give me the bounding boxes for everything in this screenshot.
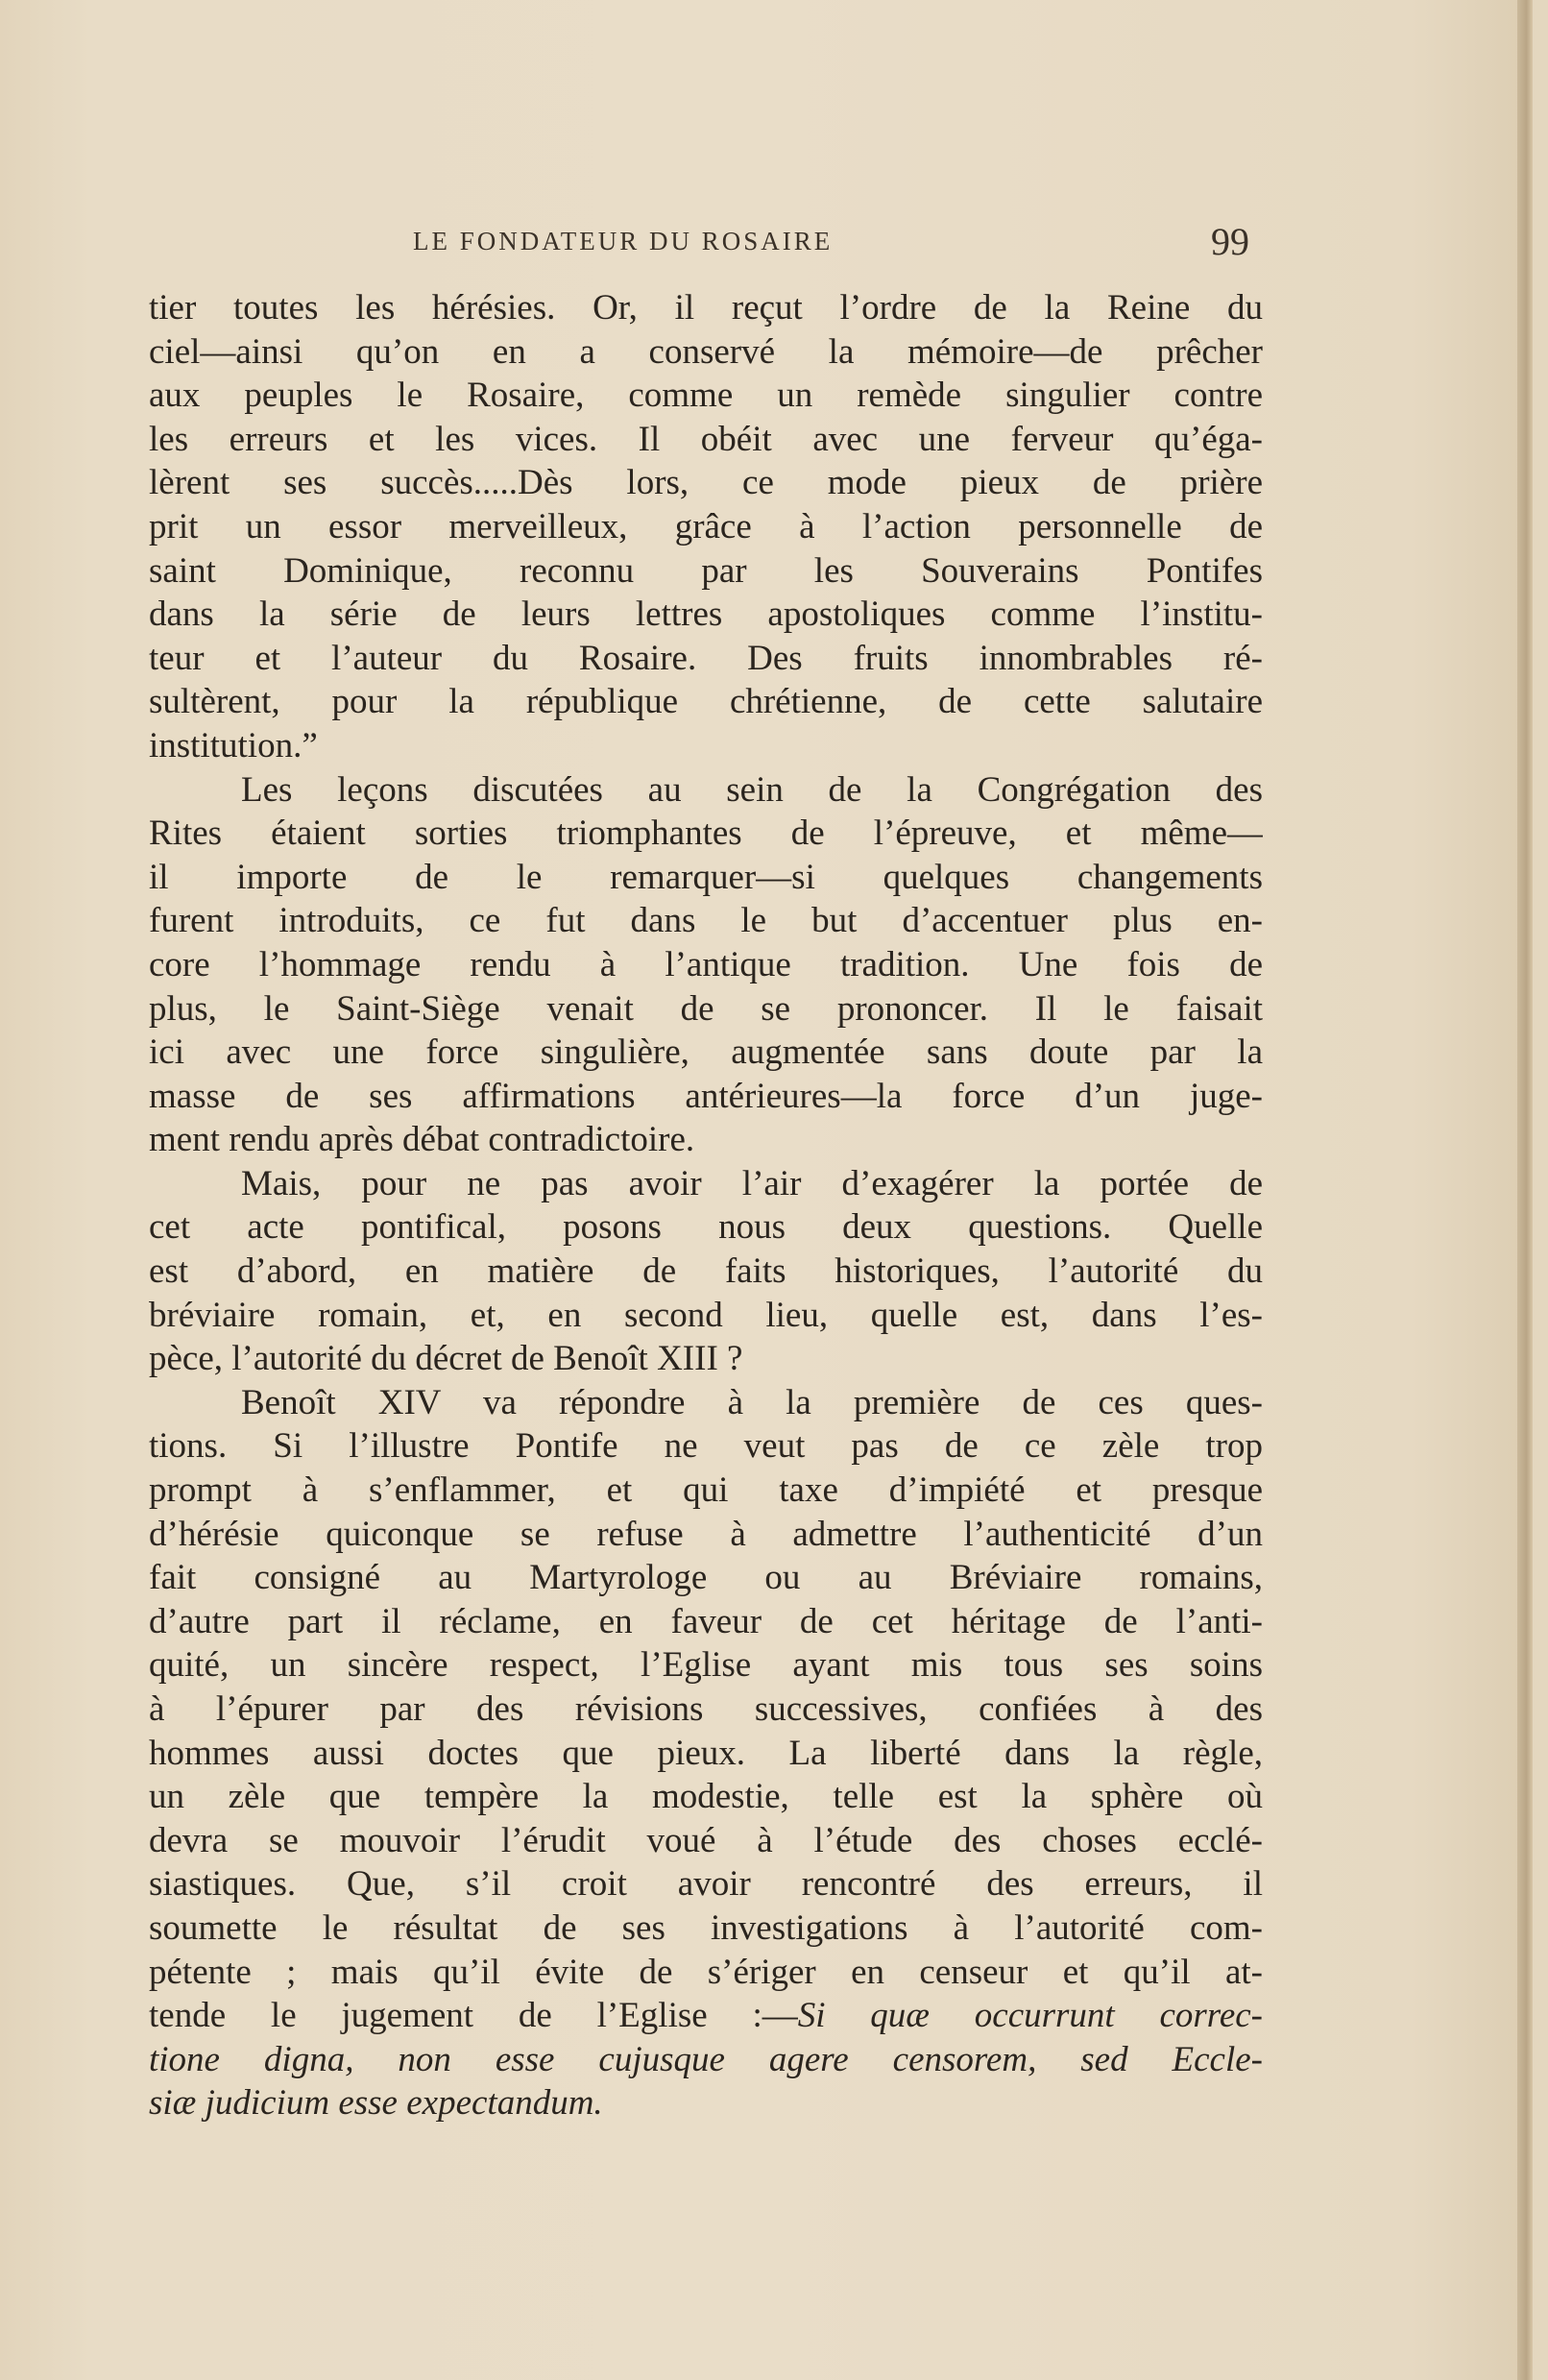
- text-line: pétente ; mais qu’il évite de s’ériger en censeur et qu’il at-: [149, 1952, 1263, 1992]
- page-edge: [1517, 0, 1533, 2380]
- text-line: institution.”: [149, 725, 318, 765]
- text-line: bréviaire romain, et, en second lieu, quelle est, dans l’es-: [149, 1295, 1263, 1335]
- text-line: quité, un sincère respect, l’Eglise ayant mis tous ses soins: [149, 1645, 1263, 1686]
- text-line: à l’épurer par des révisions successives, confiées à des: [149, 1689, 1263, 1729]
- text-line: furent introduits, ce fut dans le but d’accentuer plus en-: [149, 901, 1263, 941]
- text-line: pèce, l’autorité du décret de Benoît XIII ?: [149, 1339, 743, 1379]
- text-line: tions. Si l’illustre Pontife ne veut pas de ce zèle trop: [149, 1426, 1263, 1467]
- paragraph-start-line: Les leçons discutées au sein de la Congrégation des: [241, 769, 1263, 810]
- latin-quote: siæ judicium esse expectandum.: [149, 2083, 603, 2124]
- text-line: dans la série de leurs lettres apostoliques comme l’institu-: [149, 595, 1263, 635]
- text-line: fait consigné au Martyrologe ou au Bréviaire romains,: [149, 1558, 1263, 1598]
- paragraph-start-line: Benoît XIV va répondre à la première de ces ques-: [241, 1382, 1263, 1422]
- text-line: teur et l’auteur du Rosaire. Des fruits innombrables ré-: [149, 638, 1263, 678]
- text-line: aux peuples le Rosaire, comme un remède singulier contre: [149, 376, 1263, 416]
- text-line: core l’hommage rendu à l’antique tradition. Une fois de: [149, 944, 1263, 984]
- latin-quote: tione digna, non esse cujusque agere censorem, sed Eccle-: [149, 2039, 1263, 2079]
- text-line: cet acte pontifical, posons nous deux questions. Quelle: [149, 1207, 1263, 1248]
- text-line: ment rendu après débat contradictoire.: [149, 1120, 695, 1160]
- text-line: lèrent ses succès.....Dès lors, ce mode pieux de prière: [149, 463, 1263, 503]
- text-line: plus, le Saint-Siège venait de se prononcer. Il le faisait: [149, 988, 1263, 1029]
- text-line: est d’abord, en matière de faits historiques, l’autorité du: [149, 1251, 1263, 1292]
- text-line: soumette le résultat de ses investigations à l’autorité com-: [149, 1907, 1263, 1948]
- running-head: [149, 220, 1263, 265]
- text-line: tier toutes les hérésies. Or, il reçut l’ordre de la Reine du: [149, 288, 1263, 328]
- text-line: il importe de le remarquer—si quelques changements: [149, 857, 1263, 897]
- running-title: LE FONDATEUR DU ROSAIRE: [413, 227, 834, 255]
- text-line: prompt à s’enflammer, et qui taxe d’impiété et presque: [149, 1470, 1263, 1511]
- text-line: d’autre part il réclame, en faveur de cet héritage de l’anti-: [149, 1601, 1263, 1641]
- page-number: 99: [1211, 220, 1249, 263]
- text-line: [149, 2081, 1263, 2125]
- text-line: masse de ses affirmations antérieures—la force d’un juge-: [149, 1076, 1263, 1116]
- text-line: d’hérésie quiconque se refuse à admettre l’authenticité d’un: [149, 1514, 1263, 1554]
- paragraph-start-line: Mais, pour ne pas avoir l’air d’exagérer la portée de: [241, 1163, 1263, 1203]
- text-line: Rites étaient sorties triomphantes de l’épreuve, et même—: [149, 814, 1263, 854]
- text-line: hommes aussi doctes que pieux. La liberté dans la règle,: [149, 1733, 1263, 1773]
- text-line: siastiques. Que, s’il croit avoir rencontré des erreurs, il: [149, 1864, 1263, 1905]
- text-line: sultèrent, pour la république chrétienne, de cette salutaire: [149, 682, 1263, 722]
- text-line: ici avec une force singulière, augmentée sans doute par la: [149, 1032, 1263, 1073]
- text-line: ciel—ainsi qu’on en a conservé la mémoire—de prêcher: [149, 331, 1263, 372]
- text-line: devra se mouvoir l’érudit voué à l’étude des choses ecclé-: [149, 1820, 1263, 1860]
- text-line: saint Dominique, reconnu par les Souverains Pontifes: [149, 550, 1263, 591]
- text-line: tende le jugement de l’Eglise :—Si quæ occurrunt correc-: [149, 1996, 1263, 2036]
- text-line: les erreurs et les vices. Il obéit avec une ferveur qu’éga-: [149, 419, 1263, 459]
- text-line: [149, 2038, 1263, 2082]
- latin-quote: Si quæ occurrunt correc-: [797, 1996, 1263, 2036]
- text-line: un zèle que tempère la modestie, telle est la sphère où: [149, 1777, 1263, 1817]
- body-text: [149, 286, 1263, 2125]
- text-line: prit un essor merveilleux, grâce à l’action personnelle de: [149, 506, 1263, 546]
